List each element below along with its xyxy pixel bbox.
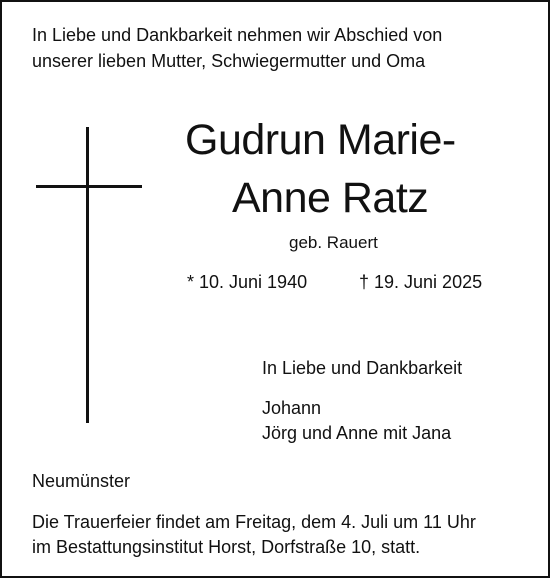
maiden-name: geb. Rauert [289,233,378,252]
place-name: Neumünster [32,471,131,491]
intro-line-1: In Liebe und Dankbarkeit nehmen wir Abschied von [32,25,443,45]
birth-date: * 10. Juni 1940 [187,272,308,292]
death-date: † 19. Juni 2025 [359,272,483,292]
family-member-line-2: Jörg und Anne mit Jana [262,423,452,443]
intro-line-2: unserer lieben Mutter, Schwiegermutter und Oma [32,51,426,71]
closing-line: In Liebe und Dankbarkeit [262,358,463,378]
deceased-name-line-2: Anne Ratz [232,174,429,222]
family-member-line-1: Johann [262,398,322,418]
cross-vertical-bar [86,127,89,423]
cross-horizontal-bar [36,185,142,188]
service-info-line-1: Die Trauerfeier findet am Freitag, dem 4. Juli um 11 Uhr [32,512,476,532]
service-info-line-2: im Bestattungsinstitut Horst, Dorfstraße 10, statt. [32,537,421,557]
deceased-name-line-1: Gudrun Marie- [185,116,456,164]
